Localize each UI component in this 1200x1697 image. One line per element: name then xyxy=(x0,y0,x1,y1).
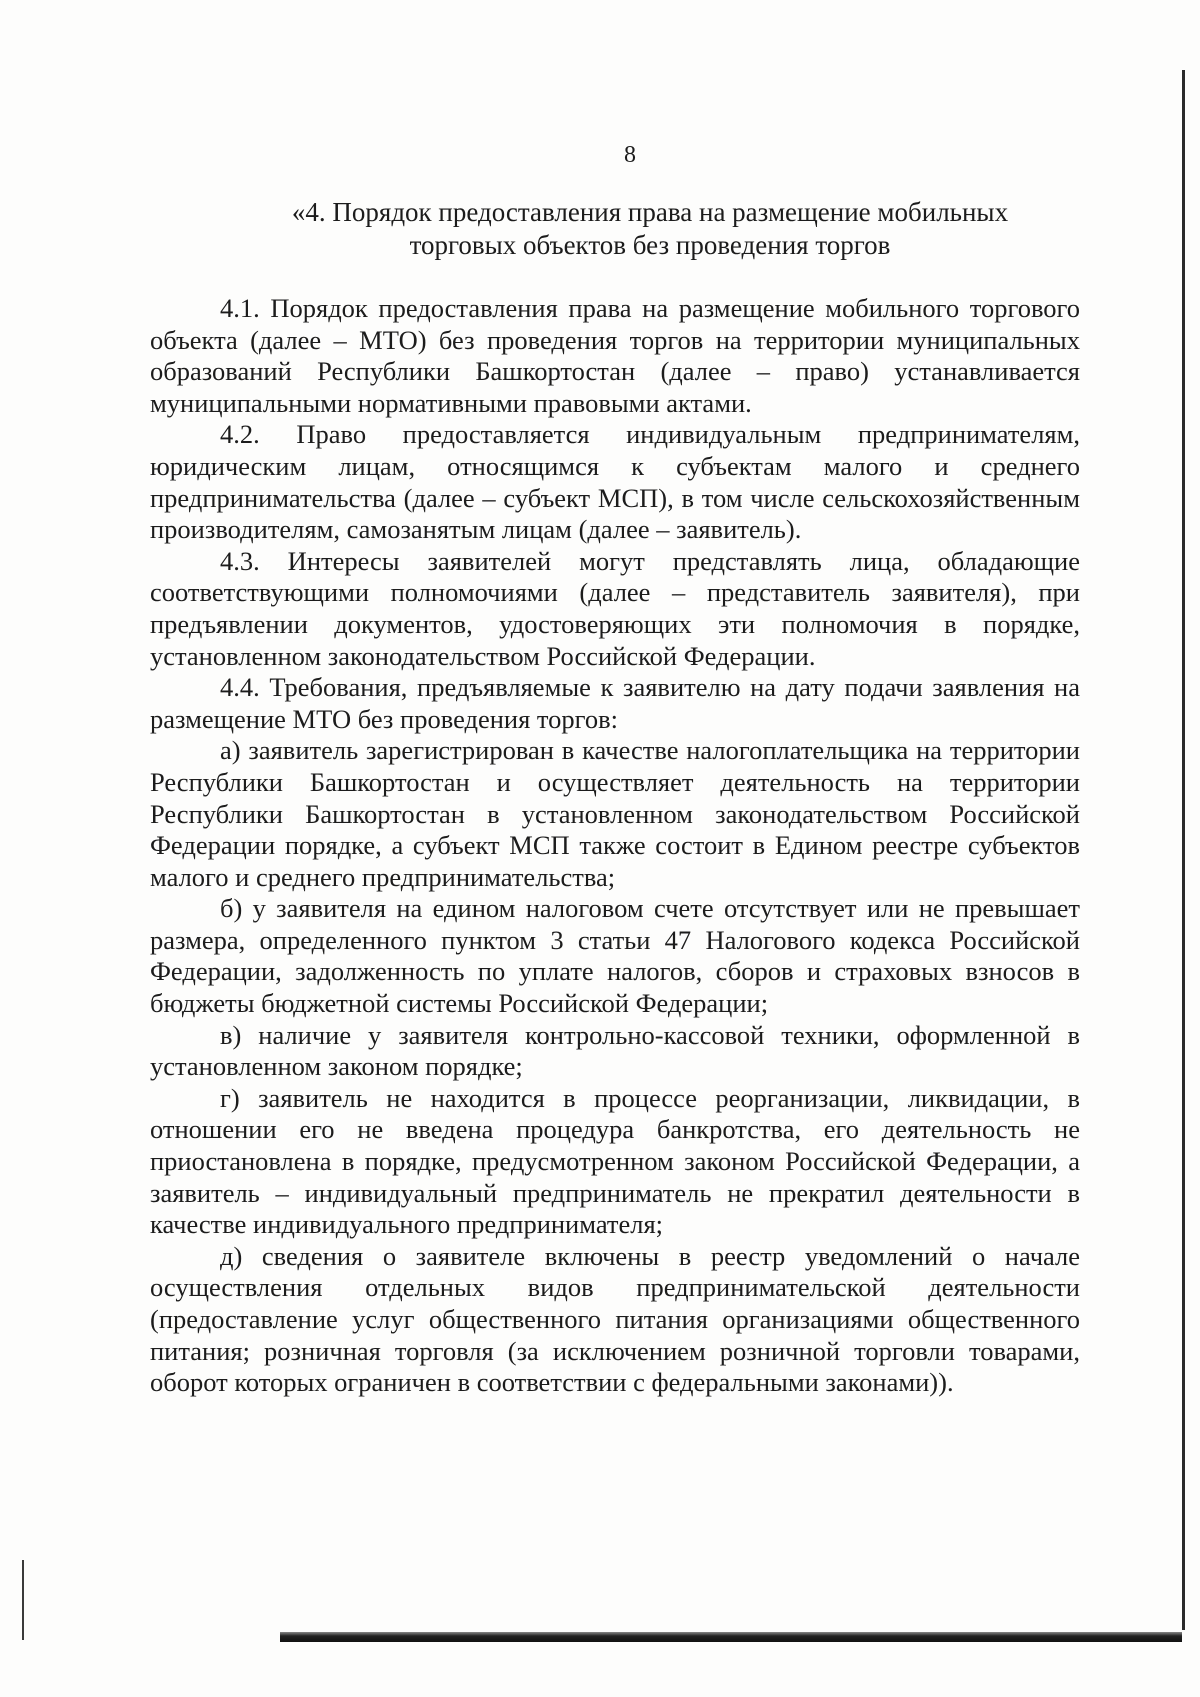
paragraph-4-4: 4.4. Требования, предъявляемые к заявителю на дату подачи заявления на размещение МТО без проведения торгов: xyxy=(150,672,1080,734)
paragraph-4-4-g: г) заявитель не находится в процессе реорганизации, ликвидации, в отношении его не введена процедура банкротства, его деятельность не приостановлена в порядке, предусмотренном законом Российской Федерации, а заявитель – индивидуальный предприниматель не прекратил деятельности в качестве индивидуального предпринимателя; xyxy=(150,1082,1080,1240)
scan-artifact-bar xyxy=(280,1632,1182,1642)
paragraph-4-3: 4.3. Интересы заявителей могут представлять лица, обладающие соответствующими полномочиями (далее – представитель заявителя), при предъявлении документов, удостоверяющих эти полномочия в порядке, установленном законодательством Российской Федерации. xyxy=(150,545,1080,671)
section-heading xyxy=(200,196,1100,262)
paragraph-4-4-a: а) заявитель зарегистрирован в качестве налогоплательщика на территории Республики Башкортостан и осуществляет деятельность на территории Республики Башкортостан в установленном законодательством Российской Федерации порядке, а субъект МСП также состоит в Едином реестре субъектов малого и среднего предпринимательства; xyxy=(150,735,1080,892)
section-heading-line-2: торговых объектов без проведения торгов xyxy=(409,230,891,260)
paragraph-4-2: 4.2. Право предоставляется индивидуальным предпринимателям, юридическим лицам, относящимся к субъектам малого и среднего предпринимательства (далее – субъект МСП), в том числе сельскохозяйственным производителям, самозанятым лицам (далее – заявитель). xyxy=(150,419,1080,545)
document-body xyxy=(150,293,1080,1399)
section-heading-line-1: «4. Порядок предоставления права на размещение мобильных xyxy=(291,197,1009,227)
scan-edge-left xyxy=(22,1560,24,1640)
paragraph-4-4-d: д) сведения о заявителе включены в реестр уведомлений о начале осуществления отдельных видов предпринимательской деятельности (предоставление услуг общественного питания организациями общественного питания; розничная торговля (за исключением розничной торговли товарами, оборот которых ограничен в соответствии с федеральными законами)). xyxy=(150,1240,1080,1398)
paragraph-4-1: 4.1. Порядок предоставления права на размещение мобильного торгового объекта (далее – МТО) без проведения торгов на территории муниципальных образований Республики Башкортостан (далее – право) устанавливается муниципальными нормативными правовыми актами. xyxy=(150,293,1080,418)
paragraph-4-4-v: в) наличие у заявителя контрольно-кассовой техники, оформленной в установленном законом порядке; xyxy=(150,1019,1080,1082)
paragraph-4-4-b: б) у заявителя на едином налоговом счете отсутствует или не превышает размера, определенного пунктом 3 статьи 47 Налогового кодекса Российской Федерации, задолженность по уплате налогов, сборов и страховых взносов в бюджеты бюджетной системы Российской Федерации; xyxy=(150,893,1080,1019)
scan-edge-right xyxy=(1182,70,1185,1630)
page-number: 8 xyxy=(624,142,636,168)
